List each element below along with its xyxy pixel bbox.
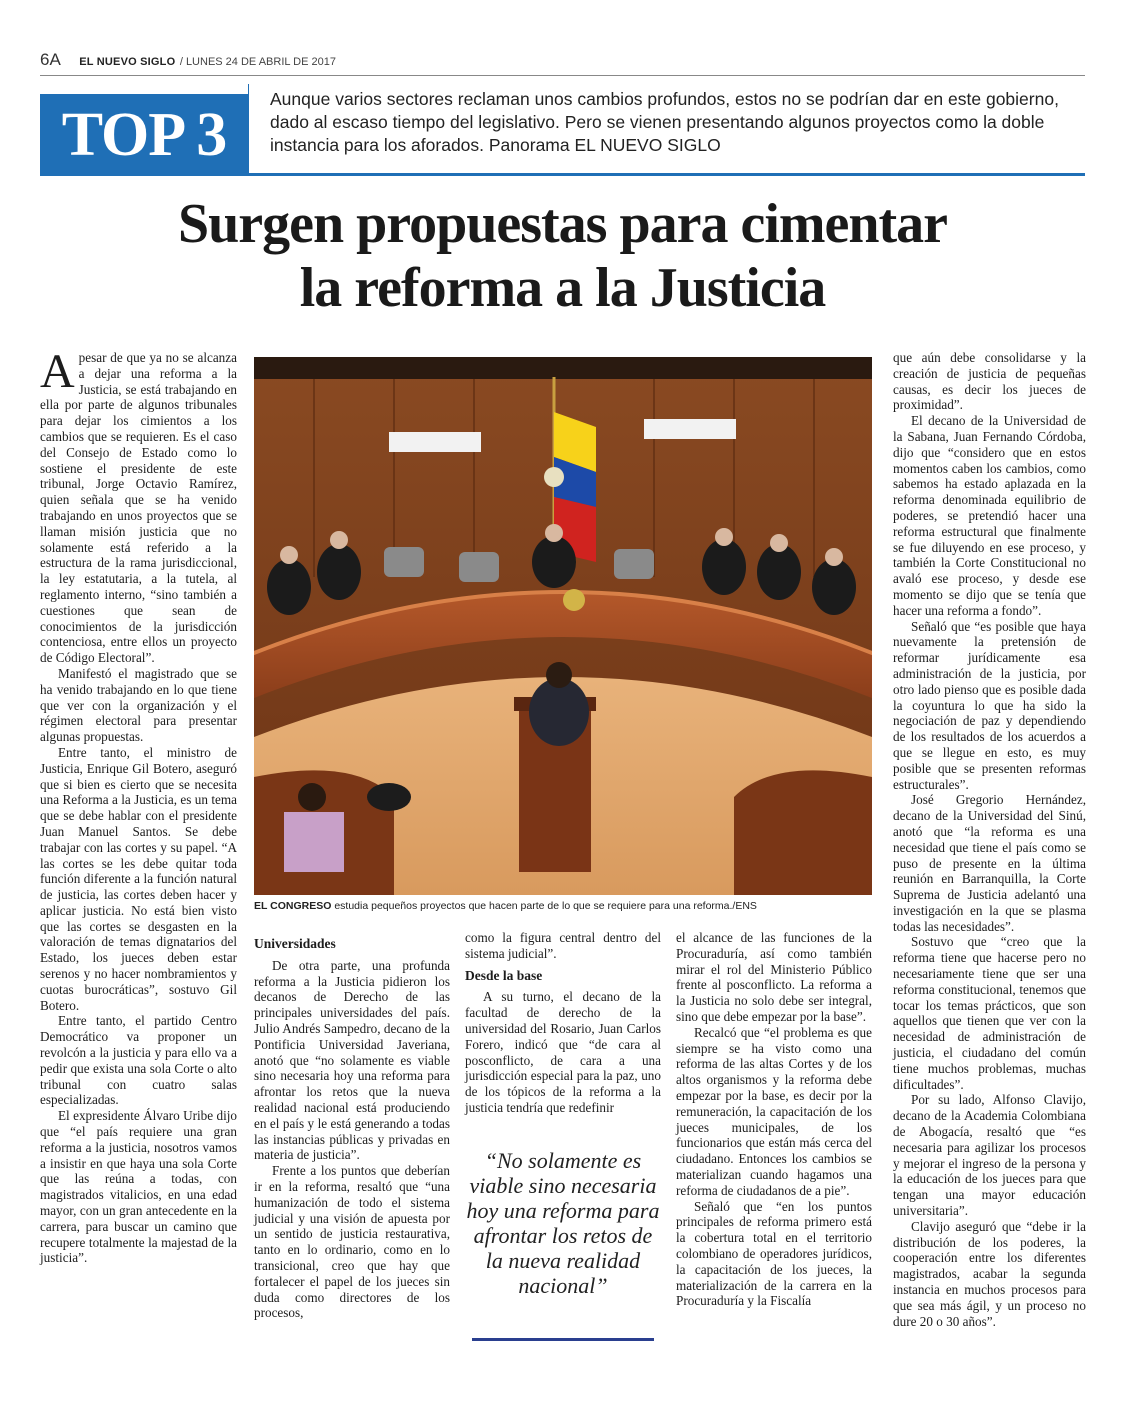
paragraph: Recalcó que “el problema es que siempre se ha visto como una reforma de las altas Cortes y de los altos organismos y la reforma debe empezar por la base, es decir por la remuneración, la capacitación de los jueces municipales, de los funcionarios que están más cerca del ciudadano. Entonces los cambios se materializan cuando hagamos una reforma de ciudadanos de a pie”. <box>676 1024 872 1198</box>
issue-date: / LUNES 24 DE ABRIL DE 2017 <box>179 56 336 68</box>
section-divider <box>248 84 249 176</box>
paragraph-text: pesar de que ya no se alcanza a dejar una reforma a la Justicia, se está trabajando en ella por parte de algunos tribunales para dejar los cimientos a los cambios que se requieren. Es el caso del Consejo de Estado como lo sostiene el presidente de este tribunal, Jorge Octavio Ramírez, quien señala que se ha venido trabajando en unos proyectos que se llaman misión justicia que no solamente está referido a la estructura de la rama jurisdiccional, la ley estatutaria, a la tutela, al reglamento interno, “sino también a cuestiones que sean de conocimientos de la jurisdicción contenciosa, entre ellos un proyecto de Código Electoral”. <box>40 350 237 666</box>
paragraph: El expresidente Álvaro Uribe dijo que “el país requiere una gran reforma a la justicia, nosotros vamos a insistir en que haya una sola Corte que las reúna a todas, con magistrados vitalicios, en una edad mayor, con un gran antecedente en la carrera, para buscar un camino que recupere totalmente la majestad de la justicia”. <box>40 1108 237 1266</box>
headline-line-2: la reforma a la Justicia <box>299 257 826 319</box>
paragraph: como la figura central dentro del sistema judicial”. <box>465 930 661 961</box>
text-column-5 <box>893 350 1086 1329</box>
text-column-3 <box>465 930 661 1116</box>
paragraph: Frente a los puntos que deberían ir en la reforma, resaltó que “una humanización de todo el sistema judicial y una visión de apuesta por un sentido de justicia restaurativa, tanto en lo ordinario, como en lo transicional, creo que hay que fortalecer el papel de los jueces sin duda como directores de los procesos, <box>254 1163 450 1321</box>
text-column-4 <box>676 930 872 1309</box>
paragraph: el alcance de las funciones de la Procuraduría, así como también mirar el rol del Ministerio Público frente al posconflicto. La reforma a la Justicia no solo debe ser integral, sino que debe empezar por la base”. <box>676 930 872 1024</box>
publication-name: EL NUEVO SIGLO <box>79 56 176 68</box>
subheading: Universidades <box>254 936 336 951</box>
paragraph: que aún debe consolidarse y la creación de justicia de pequeñas causas, es decir los jueces de proximidad”. <box>893 350 1086 413</box>
paragraph: Señaló que “en los puntos principales de reforma primero está la cobertura total en el territorio colombiano de operadores jurídicos, la capacitación de los jueces, la materialización de la carrera en la Procuraduría y la Fiscalía <box>676 1198 872 1309</box>
pull-quote: “No solamente es viable sino necesaria hoy una reforma para afrontar los retos de la nueva realidad nacional” <box>466 1148 660 1298</box>
text-column-2 <box>254 930 450 1321</box>
drop-cap: A <box>40 345 75 398</box>
paragraph: Entre tanto, el ministro de Justicia, Enrique Gil Botero, aseguró que si bien es cierto que se necesita una Reforma a la Justicia, es un tema que se debe hablar con el presidente Juan Manuel Santos. Se debe trabajar con las cortes y su papel. “A las cortes se les debe quitar toda función diferente a la función natural de justicia, las cortes deben hacer y aplicar justicia. No está bien visto que las cortes se desgasten en la valoración de temas dignatarios del Estado, los jueces deben estar serenos y no hacer nombramientos y cuotas burocráticas”, sostuvo Gil Botero. <box>40 744 237 1013</box>
article-headline <box>40 192 1085 320</box>
paragraph: De otra parte, una profunda reforma a la Justicia pidieron los decanos de Derecho de las principales universidades del país. Julio Andrés Sampedro, decano de la Pontificia Universidad Javeriana, anotó que “no solamente es viable sino necesaria hoy una reforma para afrontar los retos que la nueva realidad nacional está produciendo en el país y le está generando a todas las instancias públicas y privadas en materia de justicia”. <box>254 957 450 1163</box>
paragraph: Entre tanto, el partido Centro Democrático va proponer un revolcón a la justicia y para ello va a pedir que exista una sola Corte o alto tribunal con cuatro salas especializadas. <box>40 1013 237 1108</box>
page-folio <box>40 50 336 70</box>
caption-text: estudia pequeños proyectos que hacen parte de lo que se requiere para una reforma./ENS <box>331 900 757 912</box>
courtroom-illustration <box>254 357 872 895</box>
kicker-rule <box>248 173 1085 176</box>
text-column-1 <box>40 345 237 1266</box>
paragraph: Por su lado, Alfonso Clavijo, decano de la Academia Colombiana de Abogacía, resaltó que “es necesaria para agilizar los procesos y mejorar el ingreso de la persona y la educación de los jueces para que tengan una mayor educación universitaria”. <box>893 1092 1086 1219</box>
paragraph: Sostuvo que “creo que la reforma tiene que hacerse pero no necesariamente tiene que ser una reforma constitucional, tenemos que tocar los temas prácticos, que son aquellos que tienen que ver con la necesidad de administración de justicia, el ciudadano del común tiene muchos problemas, muchas dificultades”. <box>893 934 1086 1092</box>
paragraph: El decano de la Universidad de la Sabana, Juan Fernando Córdoba, dijo que “considero que en estos momentos caben los cambios, como sabemos ha estado aplazada en la reforma denominada equilibrio de poderes, se pretendió hacer una reforma estructural que finalmente se fue diluyendo en ese proceso, y también la Corte Constitucional no avaló ese proceso, y desde ese momento se dijo que se tenía que hacer una reforma a fondo”. <box>893 413 1086 618</box>
paragraph: Señaló que “es posible que haya nuevamente la pretensión de reformar jurídicamente esa administración de la justicia, por otro lado pienso que es posible dada la coyuntura lo que ha sido la negociación de paz y dependiendo de los resultados de los acuerdos a que se llegue en esto, es muy posible que se presenten reformas estructurales”. <box>893 618 1086 792</box>
section-label: TOP 3 <box>40 94 248 176</box>
paragraph: A su turno, el decano de la facultad de derecho de la universidad del Rosario, Juan Carlos Forero, indicó que “de cara al posconflicto, de cara a una jurisdicción especial para la paz, uno de los tópicos de la reforma a la justicia tendría que redefinir <box>465 989 661 1115</box>
photo-caption <box>254 900 872 912</box>
headline-line-1: Surgen propuestas para cimentar <box>177 193 948 255</box>
subheading: Desde la base <box>465 967 543 983</box>
paragraph: Manifestó el magistrado que se ha venido trabajando en lo que tiene que ver con la organización y el régimen electoral para presentar algunas propuestas. <box>40 665 237 745</box>
pull-quote-rule <box>472 1338 654 1341</box>
caption-lead: EL CONGRESO <box>254 900 332 912</box>
paragraph <box>40 345 237 666</box>
paragraph: Clavijo aseguró que “debe ir la distribución de los poderes, la cooperación entre los diferentes magistrados, acabar la segunda instancia en muchos procesos para que sea más ágil, y un proceso no dure 20 o 30 años”. <box>893 1218 1086 1329</box>
page-number: 6A <box>40 50 61 69</box>
courtroom-photo <box>254 357 872 895</box>
article-kicker: Aunque varios sectores reclaman unos cambios profundos, estos no se podrían dar en este gobierno, dado al escaso tiempo del legislativo. Pero se vienen presentando algunos proyectos como la doble instancia para los aforados. Panorama EL NUEVO SIGLO <box>270 89 1059 155</box>
paragraph: José Gregorio Hernández, decano de la Universidad del Sinú, anotó que “la reforma es una necesidad que tiene el país como se puso de presente en la última reunión en Barranquilla, la Corte Suprema de Justicia adelantó una investigación en la que se plasma todas las necesidades”. <box>893 792 1086 934</box>
header-rule <box>40 75 1085 76</box>
